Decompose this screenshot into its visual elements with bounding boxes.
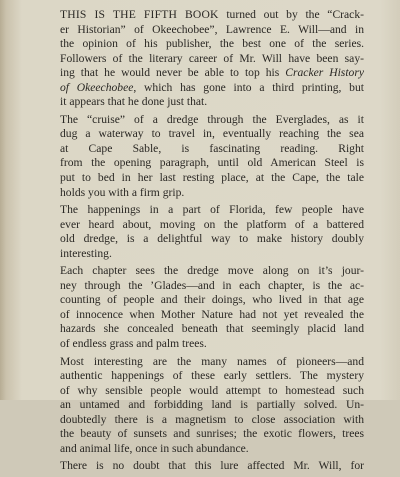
line-text: ever heard about, moving on the platform of a battered [60,217,364,231]
text-line [46,95,364,110]
line-text: and animal life, once in such abundance. [60,441,249,455]
text-line [46,413,364,428]
line-text: an untamed and forbidding land is partially solved. Un- [60,398,364,412]
line-text: from the opening paragraph, until old American Steel is [60,156,364,170]
text-line [46,127,364,142]
text-line [46,66,364,81]
line-text: Most interesting are the many names of pioneers—and [60,354,364,368]
line-text: the beauty of sunsets and sunrises; the exotic flowers, trees [60,427,364,441]
text-line [46,355,364,370]
text-line [46,337,364,352]
line-text: the opinion of his publisher, the best one of the series. [60,37,364,51]
jacket-copy-text [46,8,364,477]
text-line [46,37,364,52]
line-text: The happenings in a part of Florida, few people have [60,203,364,217]
jacket-paragraph [46,113,364,200]
line-text: authentic happenings of these early settlers. The mystery [60,369,364,383]
line-text: There is no doubt that this lure affected Mr. Will, for [60,459,364,473]
text-line [46,142,364,157]
jacket-paragraph [46,8,364,110]
text-line [46,247,364,262]
line-text: ney through the ’Glades—and in each chapter, is the ac- [60,278,364,292]
line-text: old dredge, is a delightful way to make history doubly [60,232,364,246]
text-line [46,293,364,308]
line-text: Followers of the literary career of Mr. Will have been say- [60,51,364,65]
text-line [46,232,364,247]
line-text: hazards she concealed beneath that seemingly placid land [60,322,364,336]
text-line [46,23,364,38]
book-title-italic: Cracker History [285,66,364,80]
text-line [46,218,364,233]
page-edge-stain [0,0,22,400]
book-title-italic: of Okeechobee [60,80,134,94]
line-text: er Historian” of Okeechobee”, Lawrence E. Will—and in [60,22,364,36]
text-line [46,442,364,457]
line-text: at Cape Sable, is fascinating reading. Right [60,141,364,155]
text-line [46,81,364,96]
text-line [46,369,364,384]
text-line [46,264,364,279]
text-line [46,279,364,294]
text-line [46,384,364,399]
opening-caps: THIS IS THE FIFTH BOOK [60,8,219,21]
text-line [46,398,364,413]
jacket-paragraph [46,459,364,474]
jacket-paragraph [46,203,364,261]
text-line [46,427,364,442]
line-text: put to bed in her last resting place, at the Cape, the tale [60,171,364,185]
line-text: holds you with a firm grip. [60,185,185,199]
line-text: turned out by the “Crack- [218,8,364,21]
jacket-paragraph [46,264,364,351]
text-line [46,8,364,23]
line-text: ing that he would never be able to top his [60,66,286,80]
text-line [46,171,364,186]
text-line [46,113,364,128]
line-text: doubtedly there is a magnetism to close association with [60,412,364,426]
line-text: interesting. [60,246,112,260]
text-line [46,156,364,171]
text-line [46,186,364,201]
text-line [46,459,364,474]
text-line [46,322,364,337]
text-line [46,308,364,323]
text-line [46,203,364,218]
line-text: dug a waterway to travel in, eventually reaching the sea [60,127,364,141]
line-text: Each chapter sees the dredge move along on it’s jour- [60,264,364,278]
line-text: , which has gone into a third printing, but [133,80,364,94]
line-text: The “cruise” of a dredge through the Everglades, as it [60,112,364,126]
text-line [46,52,364,67]
line-text: of endless grass and palm trees. [60,337,207,351]
line-text: of why sensible people would attempt to homestead such [60,383,364,397]
line-text: it appears that he done just that. [60,95,208,109]
line-text: counting of people and their doings, who lived in that age [60,293,364,307]
line-text: of innocence when Mother Nature had not yet revealed the [60,307,364,321]
jacket-paragraph [46,355,364,457]
